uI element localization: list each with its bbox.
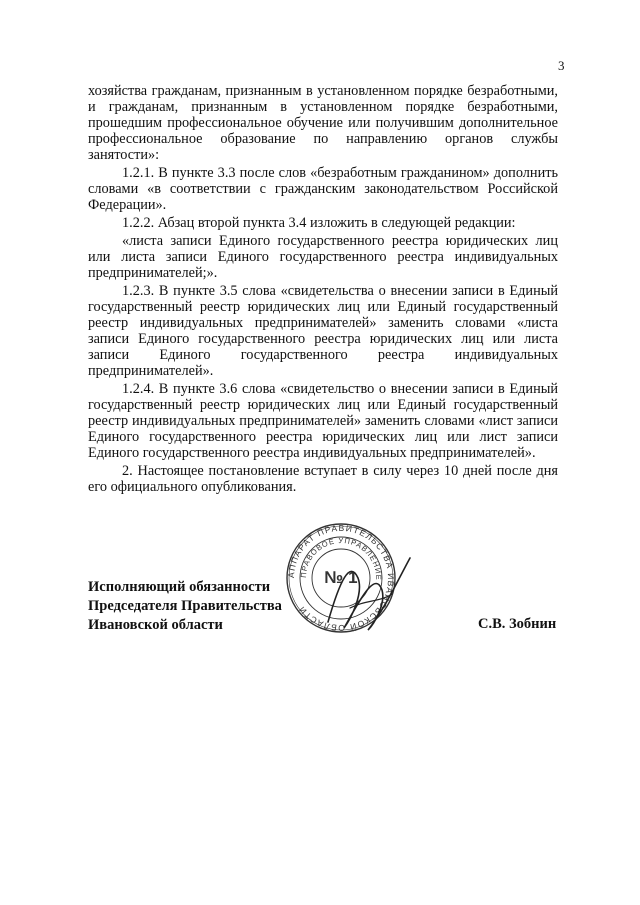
document-body — [88, 83, 558, 495]
paragraph-2: 2. Настоящее постановление вступает в силу через 10 дней после дня его официального опубликования. — [88, 463, 558, 495]
paragraph-continuation: хозяйства гражданам, признанным в установленном порядке безработными, и гражданам, признанным в установленном порядке безработными, прошедшим профессиональное обучение или получившим дополнительное профессиональное образование по направлению органов службы занятости»: — [88, 83, 558, 163]
paragraph-1-2-3: 1.2.3. В пункте 3.5 слова «свидетельства о внесении записи в Единый государственный реестр юридических лиц или Единый государственный реестр индивидуальных предпринимателей» заменить словами «листа записи Единого государственного реестра юридических лиц или листа записи Единого государственного реестра индивидуальных предпринимателей». — [88, 283, 558, 379]
signatory-title-line-2: Председателя Правительства — [88, 598, 282, 614]
signatory-title-line-3: Ивановской области — [88, 617, 223, 633]
stamp-inner-text: ПРАВОВОЕ УПРАВЛЕНИЕ — [298, 535, 384, 581]
signatory-block — [88, 578, 282, 635]
stamp-number: № 1 — [324, 568, 358, 587]
paragraph-1-2-1: 1.2.1. В пункте 3.3 после слов «безработным гражданином» дополнить словами «в соответствии с гражданским законодательством Российской Федерации». — [88, 165, 558, 213]
stamp-outer-text: АППАРАТ ПРАВИТЕЛЬСТВА ИВАНОВСКОЙ ОБЛАСТИ — [285, 522, 397, 634]
paragraph-1-2-4: 1.2.4. В пункте 3.6 слова «свидетельство о внесении записи в Единый государственный реестр юридических лиц или Единый государственный реестр индивидуальных предпринимателей» заменить словами «лист записи Единого государственного реестра юридических лиц или лист записи Единого государственного реестра индивидуальных предпринимателей». — [88, 381, 558, 461]
paragraph-1-2-2: 1.2.2. Абзац второй пункта 3.4 изложить в следующей редакции: — [122, 215, 516, 231]
handwritten-signature — [320, 550, 420, 640]
signatory-title-line-1: Исполняющий обязанности — [88, 579, 271, 595]
signer-name: С.В. Зобнин — [478, 616, 557, 632]
paragraph-1-2-2-quote: «листа записи Единого государственного реестра юридических лиц или листа записи Единого государственного реестра индивидуальных предпринимателей;». — [88, 233, 558, 281]
page-number: 3 — [558, 58, 565, 73]
